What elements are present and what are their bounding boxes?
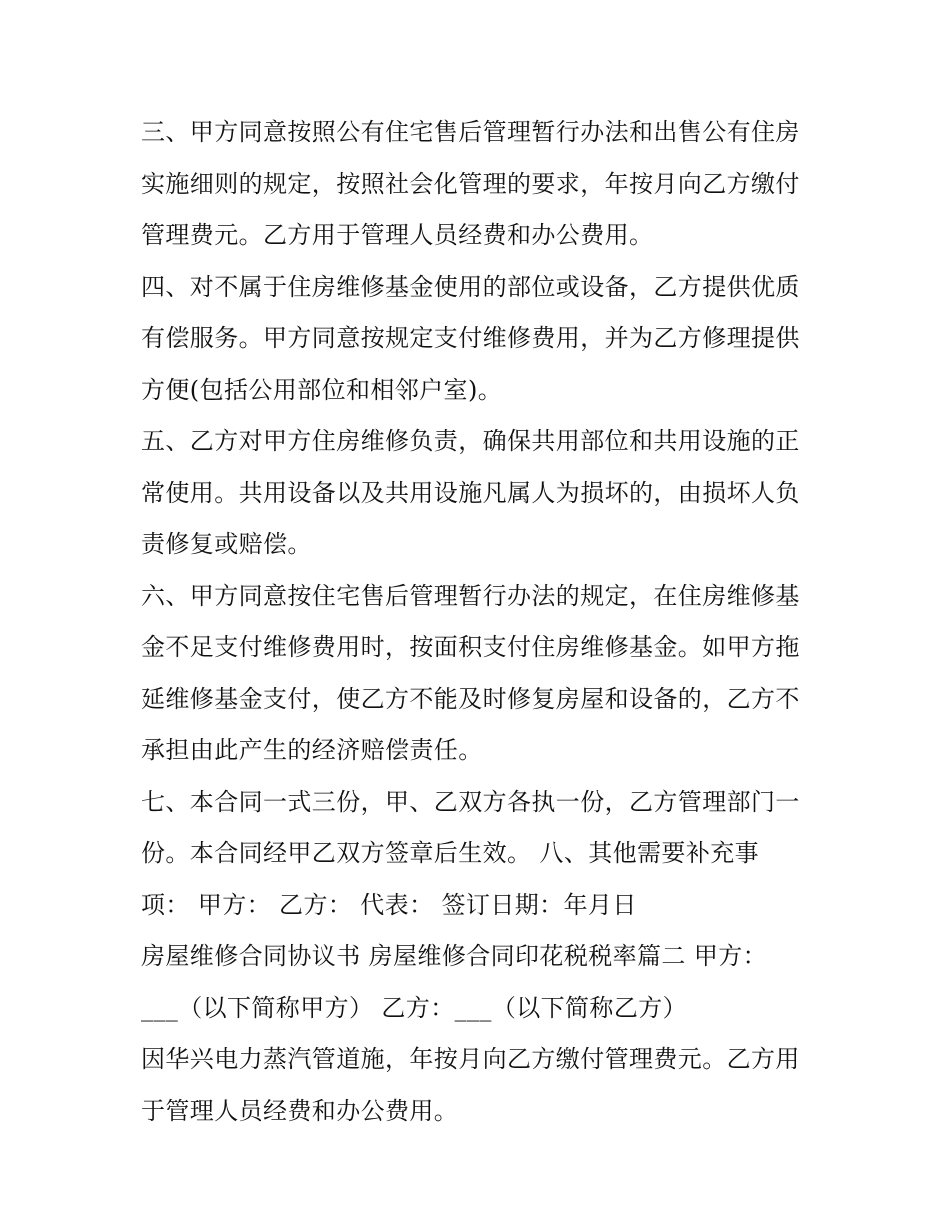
text-line: 常使用。共用设备以及共用设施凡属人为损坏的，由损坏人负	[141, 478, 800, 507]
text-line: ___（以下简称甲方） 乙方：___（以下简称乙方）	[141, 993, 688, 1022]
text-line: 七、本合同一式三份，甲、乙双方各执一份，乙方管理部门一	[141, 787, 800, 816]
text-line: 有偿服务。甲方同意按规定支付维修费用，并为乙方修理提供	[141, 324, 800, 352]
document-body	[141, 107, 821, 1137]
text-line: 项： 甲方： 乙方： 代表： 签订日期：年月日	[141, 890, 637, 919]
text-line: 承担由此产生的经济赔偿责任。	[141, 736, 483, 764]
text-line: 实施细则的规定，按照社会化管理的要求，年按月向乙方缴付	[141, 169, 800, 198]
text-line: 金不足支付维修费用时，按面积支付住房维修基金。如甲方拖	[141, 633, 800, 661]
text-line: 份。本合同经甲乙双方签章后生效。 八、其他需要补充事	[141, 839, 760, 867]
text-line: 六、甲方同意按住宅售后管理暂行办法的规定，在住房维修基	[141, 581, 800, 610]
text-line: 延维修基金支付，使乙方不能及时修复房屋和设备的，乙方不	[141, 684, 800, 713]
text-line: 于管理人员经费和办公费用。	[141, 1096, 459, 1125]
text-line: 四、对不属于住房维修基金使用的部位或设备，乙方提供优质	[141, 272, 800, 301]
text-line: 方便(包括公用部位和相邻户室)。	[141, 375, 503, 404]
text-line: 三、甲方同意按照公有住宅售后管理暂行办法和出售公有住房	[141, 118, 800, 146]
text-line: 因华兴电力蒸汽管道施，年按月向乙方缴付管理费元。乙方用	[141, 1045, 800, 1073]
text-line: 责修复或赔偿。	[141, 530, 312, 558]
text-line: 五、乙方对甲方住房维修负责，确保共用部位和共用设施的正	[141, 427, 800, 455]
text-line: 管理费元。乙方用于管理人员经费和办公费用。	[141, 221, 654, 249]
text-line: 房屋维修合同协议书 房屋维修合同印花税税率篇二 甲方：	[141, 942, 768, 970]
